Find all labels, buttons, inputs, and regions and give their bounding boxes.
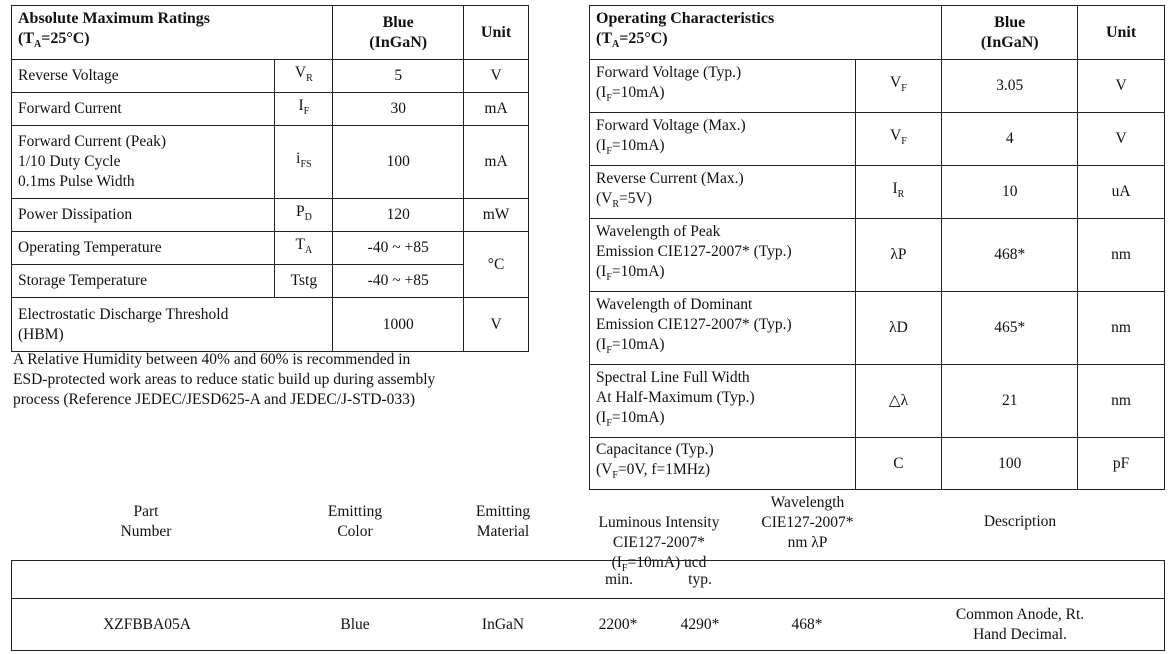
symbol: $V_F$ bbox=[855, 113, 942, 166]
symbol: λP bbox=[855, 219, 942, 292]
unit: °C bbox=[464, 232, 529, 298]
unit: nm bbox=[1078, 219, 1165, 292]
op-condition: $(T_A=25^\circ C)$ bbox=[596, 30, 668, 51]
unit: nm bbox=[1078, 365, 1165, 438]
part-table bbox=[11, 560, 1165, 651]
param-label: Reverse Current (Max.) $(V_R=5V)$ bbox=[590, 166, 856, 219]
value: 1000 bbox=[333, 298, 464, 352]
param-label: Wavelength of Dominant Emission CIE127-2007* (Typ.) $(I_F=10mA)$ bbox=[590, 292, 856, 365]
symbol: △λ bbox=[855, 365, 942, 438]
table-row bbox=[12, 298, 529, 352]
table-row bbox=[12, 232, 529, 265]
param-label: Capacitance (Typ.) ($V_F=0V$, f=1MHz) bbox=[590, 438, 856, 490]
value: 30 bbox=[333, 93, 464, 126]
header-emitting-material: Emitting Material bbox=[475, 503, 531, 540]
amr-col-blue: Blue (InGaN) bbox=[333, 6, 464, 60]
param-label: Electrostatic Discharge Threshold (HBM) bbox=[12, 298, 333, 352]
param-label: Operating Temperature bbox=[12, 232, 275, 265]
table-row bbox=[12, 199, 529, 232]
param-label: Forward Current bbox=[12, 93, 275, 126]
unit: mA bbox=[464, 93, 529, 126]
table-row bbox=[590, 292, 1165, 365]
symbol: $V_R$ bbox=[275, 60, 333, 93]
value: 100 bbox=[333, 126, 464, 199]
luminous-typ-value: 4290* bbox=[680, 616, 720, 633]
op-col-blue: Blue (InGaN) bbox=[942, 6, 1078, 60]
param-label: Wavelength of Peak Emission CIE127-2007* (Typ.) $(I_F=10mA)$ bbox=[590, 219, 856, 292]
wavelength-value: 468* bbox=[791, 616, 823, 633]
unit: mA bbox=[464, 126, 529, 199]
symbol: C bbox=[855, 438, 942, 490]
emitting-color-value: Blue bbox=[340, 616, 370, 633]
unit: mW bbox=[464, 199, 529, 232]
unit: V bbox=[464, 60, 529, 93]
amr-title-cell bbox=[12, 6, 333, 60]
table-row bbox=[590, 166, 1165, 219]
amr-title: Absolute Maximum Ratings bbox=[18, 10, 211, 28]
param-label: Spectral Line Full Width At Half-Maximum (Typ.) $(I_F=10mA)$ bbox=[590, 365, 856, 438]
unit: uA bbox=[1078, 166, 1165, 219]
value: 3.05 bbox=[942, 60, 1078, 113]
table-row bbox=[12, 93, 529, 126]
symbol: Tstg bbox=[275, 265, 333, 298]
value: 21 bbox=[942, 365, 1078, 438]
header-luminous-intensity: Luminous Intensity CIE127-2007* $(I_F=10mA)$ ucd bbox=[598, 514, 720, 575]
value: 4 bbox=[942, 113, 1078, 166]
symbol: $T_A$ bbox=[275, 232, 333, 265]
symbol: $P_D$ bbox=[275, 199, 333, 232]
value: 100 bbox=[942, 438, 1078, 490]
param-label: Forward Current (Peak) 1/10 Duty Cycle 0.1ms Pulse Width bbox=[12, 126, 275, 199]
amr-condition: $(T_A=25^\circ C)$ bbox=[18, 30, 90, 51]
value: -40 ~ +85 bbox=[333, 232, 464, 265]
unit: pF bbox=[1078, 438, 1165, 490]
param-label: Reverse Voltage bbox=[12, 60, 275, 93]
divider bbox=[12, 598, 1164, 599]
header-wavelength: Wavelength CIE127-2007* nm λP bbox=[761, 494, 854, 551]
header-description: Description bbox=[983, 513, 1057, 530]
symbol: $V_F$ bbox=[855, 60, 942, 113]
value: -40 ~ +85 bbox=[333, 265, 464, 298]
humidity-note: A Relative Humidity between 40% and 60% is recommended in ESD-protected work areas to reduce static build up during assembly process (Reference JEDEC/JESD625-A and JEDEC/J-STD-033) bbox=[13, 351, 436, 408]
value: 5 bbox=[333, 60, 464, 93]
table-row bbox=[12, 265, 529, 298]
table-row bbox=[12, 126, 529, 199]
value: 120 bbox=[333, 199, 464, 232]
symbol: $I_R$ bbox=[855, 166, 942, 219]
description-value: Common Anode, Rt. Hand Decimal. bbox=[955, 606, 1085, 643]
amr-col-unit: Unit bbox=[464, 6, 529, 60]
param-label: Forward Voltage (Typ.) $(I_F=10mA)$ bbox=[590, 60, 856, 113]
value: 465* bbox=[942, 292, 1078, 365]
param-label: Storage Temperature bbox=[12, 265, 275, 298]
unit: V bbox=[1078, 60, 1165, 113]
unit: V bbox=[464, 298, 529, 352]
absolute-max-ratings-table bbox=[11, 5, 529, 352]
unit: nm bbox=[1078, 292, 1165, 365]
value: 468* bbox=[942, 219, 1078, 292]
table-row bbox=[590, 60, 1165, 113]
subheader-min: min. bbox=[605, 571, 633, 588]
table-row bbox=[590, 438, 1165, 490]
op-title: Operating Characteristics bbox=[596, 10, 775, 28]
symbol: λD bbox=[855, 292, 942, 365]
value: 10 bbox=[942, 166, 1078, 219]
part-number-value: XZFBBA05A bbox=[103, 616, 191, 633]
param-label: Forward Voltage (Max.) $(I_F=10mA)$ bbox=[590, 113, 856, 166]
symbol: $I_F$ bbox=[275, 93, 333, 126]
symbol: $i_{FS}$ bbox=[275, 126, 333, 199]
subheader-typ: typ. bbox=[688, 571, 712, 588]
param-label: Power Dissipation bbox=[12, 199, 275, 232]
emitting-material-value: InGaN bbox=[481, 616, 525, 633]
table-row bbox=[590, 219, 1165, 292]
operating-characteristics-table bbox=[589, 5, 1165, 490]
luminous-min-value: 2200* bbox=[598, 616, 638, 633]
op-title-cell bbox=[590, 6, 942, 60]
table-row bbox=[590, 365, 1165, 438]
table-row bbox=[12, 60, 529, 93]
unit: V bbox=[1078, 113, 1165, 166]
header-emitting-color: Emitting Color bbox=[327, 503, 383, 540]
table-row bbox=[590, 113, 1165, 166]
op-col-unit: Unit bbox=[1078, 6, 1165, 60]
header-part-number: Part Number bbox=[120, 503, 172, 540]
